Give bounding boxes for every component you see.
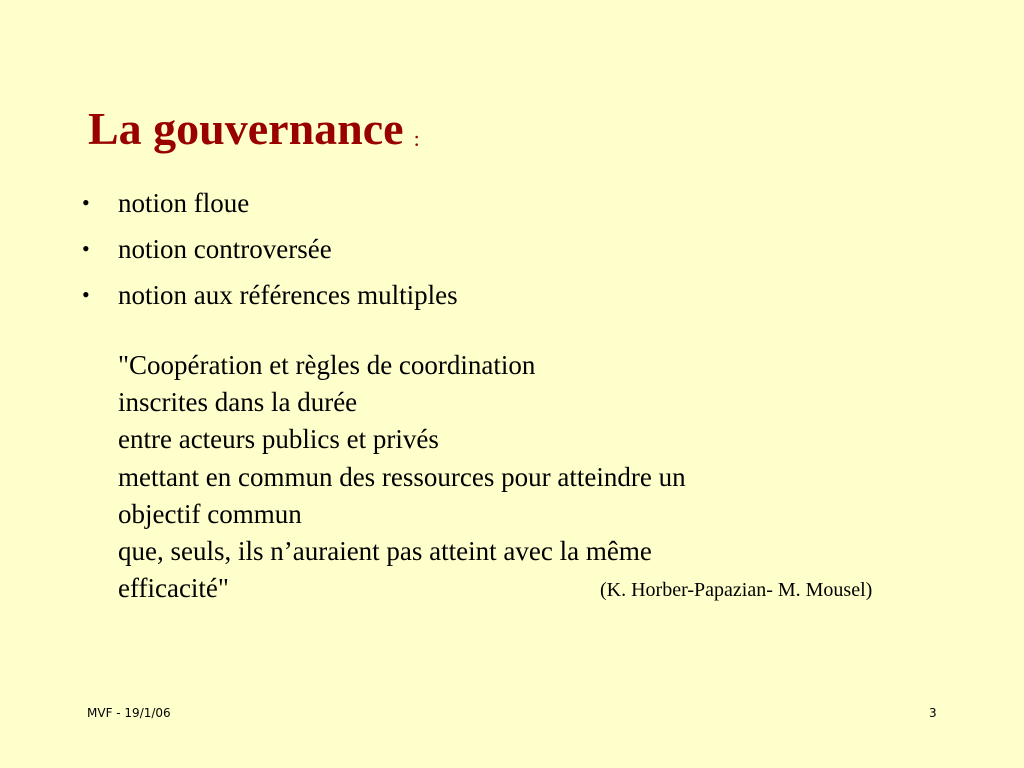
bullet-text: notion aux références multiples xyxy=(118,280,458,310)
quote-line: objectif commun xyxy=(118,498,302,529)
quote-last-line xyxy=(118,570,918,607)
bullet-text: notion floue xyxy=(118,188,250,218)
quote-line: inscrites dans la durée xyxy=(118,387,358,418)
bullet-marker: • xyxy=(82,190,90,215)
bullet-marker: • xyxy=(82,236,90,261)
quote-line: mettant en commun des ressources pour atteindre un xyxy=(118,461,686,492)
quote-line: que, seuls, ils n’auraient pas atteint avec la même xyxy=(118,536,652,567)
bullet-marker: • xyxy=(82,282,90,307)
bullet-text: notion controversée xyxy=(118,234,332,264)
quote-line: entre acteurs publics et privés xyxy=(118,424,439,455)
quote-attribution: (K. Horber-Papazian- M. Mousel) xyxy=(600,579,873,602)
title-text: La gouvernance xyxy=(88,103,404,154)
quote-last-text: efficacité" xyxy=(118,573,229,604)
definition-quote xyxy=(118,347,918,607)
title-colon: : xyxy=(413,126,420,151)
footer-date: MVF - 19/1/06 xyxy=(87,706,171,720)
quote-line: "Coopération et règles de coordination xyxy=(118,350,536,380)
page-number: 3 xyxy=(929,706,937,720)
slide-title xyxy=(88,103,420,154)
